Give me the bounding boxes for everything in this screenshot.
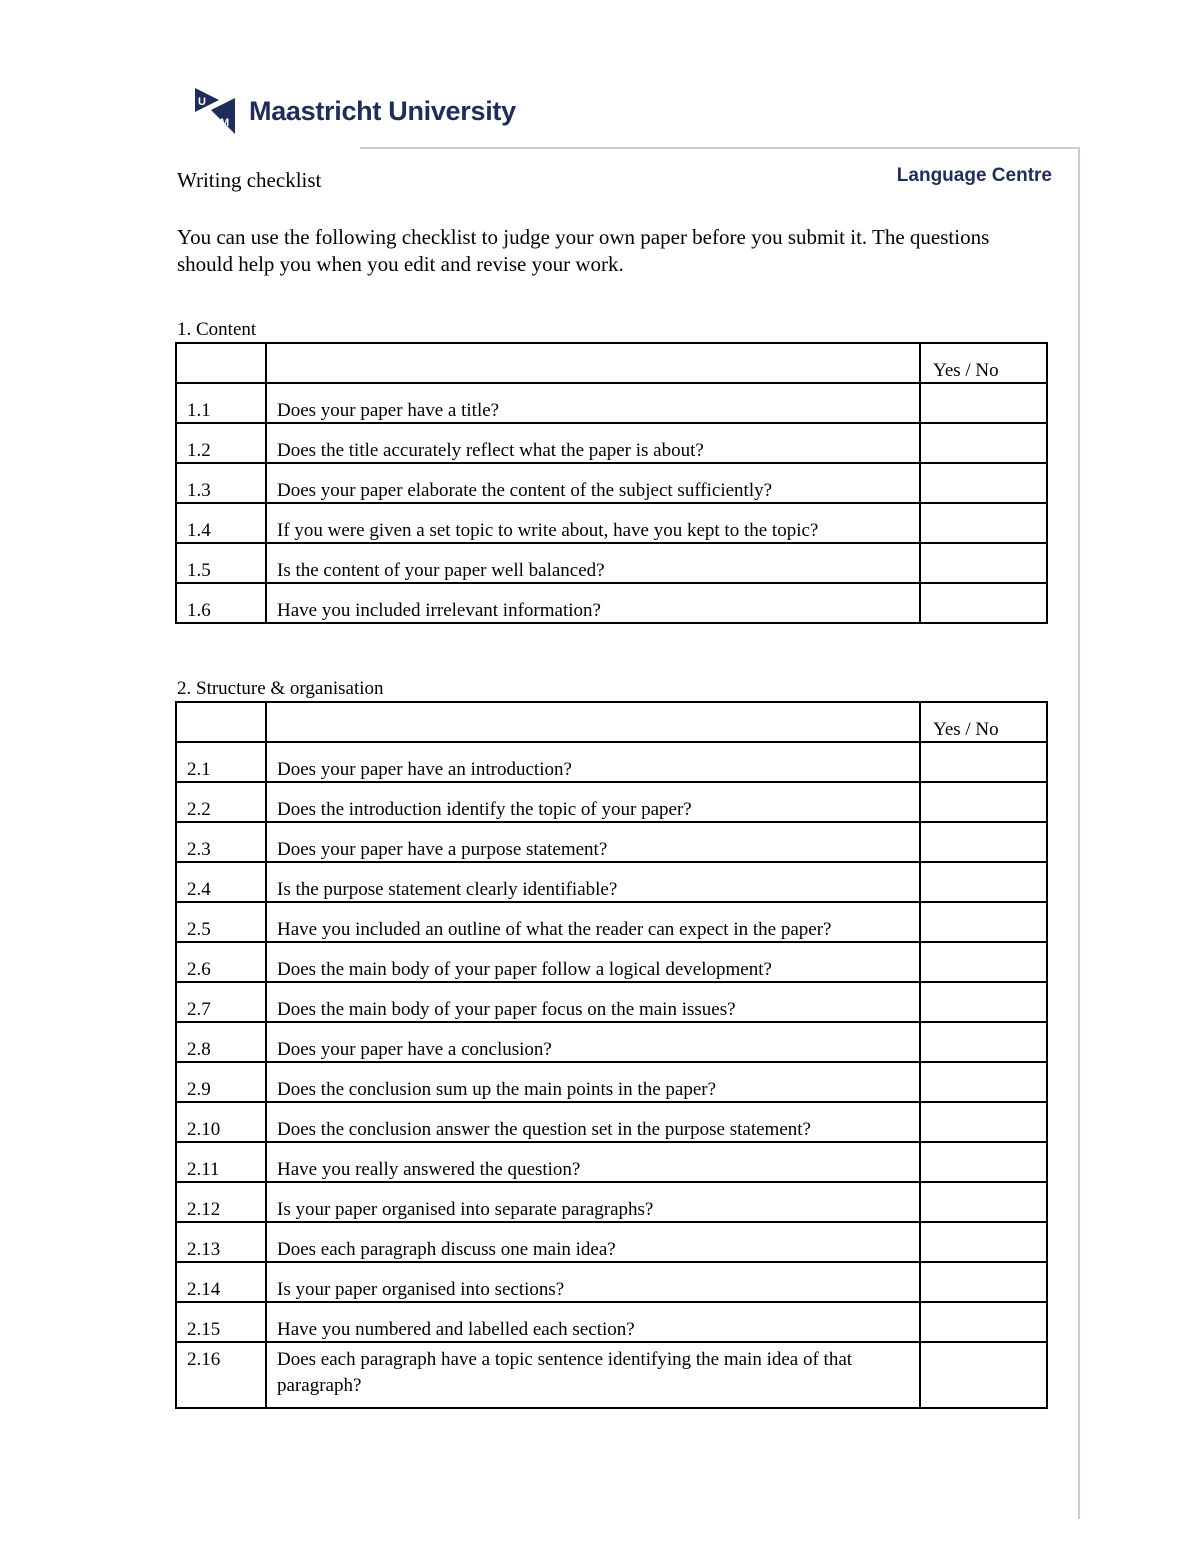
department-name: Language Centre — [896, 165, 1052, 186]
table-row — [176, 1262, 1047, 1302]
table-row — [176, 1142, 1047, 1182]
item-number: 2.14 — [176, 1262, 266, 1302]
yes-no-answer-cell[interactable] — [920, 1222, 1047, 1262]
header-question-cell — [266, 702, 920, 742]
item-question: Does your paper have a title? — [266, 383, 920, 423]
yes-no-answer-cell[interactable] — [920, 862, 1047, 902]
item-number: 1.6 — [176, 583, 266, 623]
yes-no-answer-cell[interactable] — [920, 1302, 1047, 1342]
yes-no-answer-cell[interactable] — [920, 1262, 1047, 1302]
yes-no-answer-cell[interactable] — [920, 1182, 1047, 1222]
item-number: 2.15 — [176, 1302, 266, 1342]
table-row — [176, 503, 1047, 543]
yes-no-answer-cell[interactable] — [920, 782, 1047, 822]
table-row — [176, 1342, 1047, 1408]
item-number: 1.5 — [176, 543, 266, 583]
item-question: Does your paper elaborate the content of the subject sufficiently? — [266, 463, 920, 503]
table-row — [176, 583, 1047, 623]
yes-no-answer-cell[interactable] — [920, 423, 1047, 463]
item-number: 1.1 — [176, 383, 266, 423]
item-question: Is your paper organised into sections? — [266, 1262, 920, 1302]
item-question: Is your paper organised into separate paragraphs? — [266, 1182, 920, 1222]
document-title: Writing checklist — [177, 168, 322, 192]
um-logo-icon — [193, 86, 237, 136]
item-number: 2.2 — [176, 782, 266, 822]
answer-header: Yes / No — [920, 702, 1047, 742]
table-header-row — [176, 702, 1047, 742]
item-number: 2.4 — [176, 862, 266, 902]
item-question: Does the introduction identify the topic of your paper? — [266, 782, 920, 822]
item-question: Does your paper have an introduction? — [266, 742, 920, 782]
yes-no-answer-cell[interactable] — [920, 463, 1047, 503]
item-number: 1.3 — [176, 463, 266, 503]
yes-no-answer-cell[interactable] — [920, 1342, 1047, 1408]
yes-no-answer-cell[interactable] — [920, 1022, 1047, 1062]
item-question: Does your paper have a purpose statement? — [266, 822, 920, 862]
item-number: 2.9 — [176, 1062, 266, 1102]
svg-text:U: U — [198, 96, 206, 108]
table-row — [176, 1302, 1047, 1342]
item-number: 2.6 — [176, 942, 266, 982]
yes-no-answer-cell[interactable] — [920, 982, 1047, 1022]
header-rule — [360, 147, 1079, 149]
item-question: Does each paragraph have a topic sentence identifying the main idea of that paragraph? — [266, 1342, 920, 1408]
content-checklist-table — [175, 342, 1048, 624]
yes-no-answer-cell[interactable] — [920, 583, 1047, 623]
table-row — [176, 1182, 1047, 1222]
table-row — [176, 982, 1047, 1022]
item-question: Is the purpose statement clearly identifiable? — [266, 862, 920, 902]
table-row — [176, 423, 1047, 463]
item-number: 2.5 — [176, 902, 266, 942]
yes-no-answer-cell[interactable] — [920, 902, 1047, 942]
item-question: Does the main body of your paper focus on the main issues? — [266, 982, 920, 1022]
item-number: 2.1 — [176, 742, 266, 782]
item-number: 1.4 — [176, 503, 266, 543]
university-name: Maastricht University — [249, 95, 516, 126]
yes-no-answer-cell[interactable] — [920, 503, 1047, 543]
item-number: 2.12 — [176, 1182, 266, 1222]
yes-no-answer-cell[interactable] — [920, 822, 1047, 862]
table-row — [176, 782, 1047, 822]
item-question: Have you numbered and labelled each section? — [266, 1302, 920, 1342]
item-question: Does your paper have a conclusion? — [266, 1022, 920, 1062]
yes-no-answer-cell[interactable] — [920, 1102, 1047, 1142]
item-number: 2.3 — [176, 822, 266, 862]
table-row — [176, 822, 1047, 862]
item-number: 2.13 — [176, 1222, 266, 1262]
svg-text:M: M — [220, 117, 230, 129]
item-question: If you were given a set topic to write about, have you kept to the topic? — [266, 503, 920, 543]
header-num-cell — [176, 702, 266, 742]
item-question: Does each paragraph discuss one main idea? — [266, 1222, 920, 1262]
table-row — [176, 742, 1047, 782]
item-number: 2.11 — [176, 1142, 266, 1182]
section-title-structure: 2. Structure & organisation — [177, 678, 384, 699]
item-question: Does the main body of your paper follow a logical development? — [266, 942, 920, 982]
item-number: 1.2 — [176, 423, 266, 463]
university-logo — [193, 86, 516, 136]
item-number: 2.7 — [176, 982, 266, 1022]
section-title-content: 1. Content — [177, 319, 257, 340]
table-row — [176, 942, 1047, 982]
item-number: 2.8 — [176, 1022, 266, 1062]
yes-no-answer-cell[interactable] — [920, 543, 1047, 583]
answer-header: Yes / No — [920, 343, 1047, 383]
yes-no-answer-cell[interactable] — [920, 942, 1047, 982]
table-header-row — [176, 343, 1047, 383]
item-question: Have you included an outline of what the reader can expect in the paper? — [266, 902, 920, 942]
yes-no-answer-cell[interactable] — [920, 1142, 1047, 1182]
margin-rule — [1078, 147, 1080, 1519]
table-row — [176, 1222, 1047, 1262]
item-question: Does the conclusion answer the question set in the purpose statement? — [266, 1102, 920, 1142]
item-question: Have you included irrelevant information? — [266, 583, 920, 623]
header-num-cell — [176, 343, 266, 383]
item-number: 2.10 — [176, 1102, 266, 1142]
structure-checklist-table — [175, 701, 1048, 1409]
table-row — [176, 463, 1047, 503]
item-question: Have you really answered the question? — [266, 1142, 920, 1182]
table-row — [176, 543, 1047, 583]
yes-no-answer-cell[interactable] — [920, 1062, 1047, 1102]
header-question-cell — [266, 343, 920, 383]
item-question: Does the title accurately reflect what the paper is about? — [266, 423, 920, 463]
table-row — [176, 383, 1047, 423]
table-row — [176, 1102, 1047, 1142]
yes-no-answer-cell[interactable] — [920, 742, 1047, 782]
item-question: Is the content of your paper well balanced? — [266, 543, 920, 583]
table-row — [176, 1062, 1047, 1102]
table-row — [176, 862, 1047, 902]
item-number: 2.16 — [176, 1342, 266, 1408]
table-row — [176, 1022, 1047, 1062]
intro-paragraph: You can use the following checklist to judge your own paper before you submit it. The questions should help you when you edit and revise your work. — [177, 225, 990, 276]
item-question: Does the conclusion sum up the main points in the paper? — [266, 1062, 920, 1102]
table-row — [176, 902, 1047, 942]
yes-no-answer-cell[interactable] — [920, 383, 1047, 423]
